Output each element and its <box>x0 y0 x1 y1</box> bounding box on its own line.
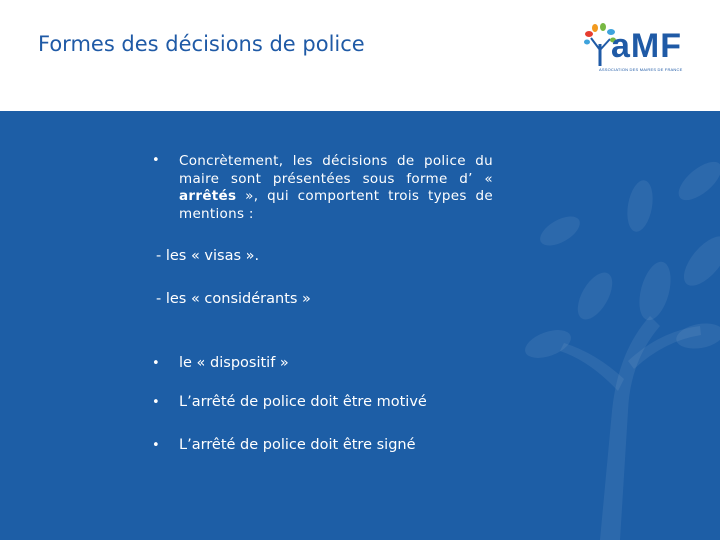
slide-title: Formes des décisions de police <box>38 32 365 56</box>
item-motive: L’arrêté de police doit être motivé <box>179 394 427 410</box>
bullet-dispositif: • <box>152 356 160 371</box>
item-visas: - les « visas ». <box>156 248 260 264</box>
slide-header <box>0 0 720 111</box>
logo-wordmark: aMF <box>611 27 682 65</box>
bullet-signe: • <box>152 438 160 453</box>
item-considerants: - les « considérants » <box>156 291 311 307</box>
item-dispositif: le « dispositif » <box>179 355 289 371</box>
item-signe: L’arrêté de police doit être signé <box>179 437 416 453</box>
intro-text-2: », qui comportent trois types de mentions : <box>179 188 493 222</box>
amf-logo <box>583 22 713 78</box>
intro-paragraph <box>179 153 493 223</box>
intro-text-1: Concrètement, les décisions de police du maire sont présentées sous forme d’ « <box>179 153 493 187</box>
intro-text-bold: arrêtés <box>179 188 237 204</box>
slide-content <box>0 111 720 540</box>
bullet-motive: • <box>152 395 160 410</box>
logo-subtitle: ASSOCIATION DES MAIRES DE FRANCE <box>599 67 683 72</box>
bullet-paragraph: • <box>152 153 160 168</box>
